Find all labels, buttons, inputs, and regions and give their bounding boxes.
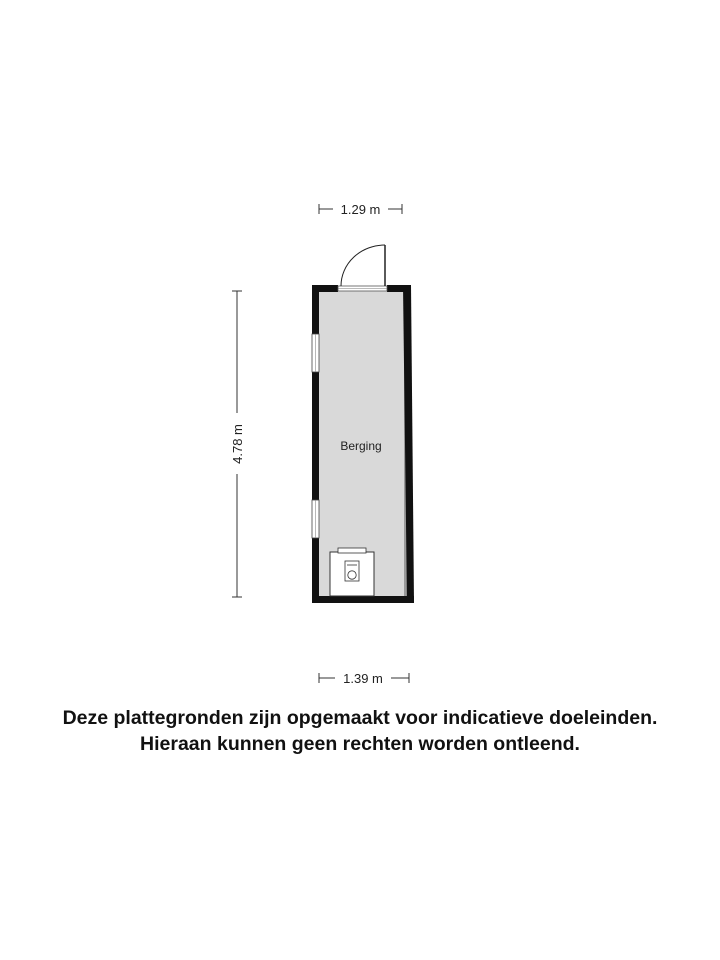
door — [338, 245, 387, 291]
left-dimension-label: 4.78 m — [230, 424, 245, 464]
room-label: Berging — [340, 439, 382, 453]
window-lower — [312, 500, 319, 538]
bottom-dimension — [319, 671, 409, 686]
disclaimer-line-1: Deze plattegronden zijn opgemaakt voor indicatieve doeleinden. — [62, 707, 658, 729]
washing-machine-icon — [330, 548, 374, 596]
left-dimension — [230, 291, 245, 597]
top-dimension-label: 1.29 m — [340, 202, 381, 217]
top-dimension — [319, 202, 402, 217]
window-upper — [312, 334, 319, 372]
disclaimer-line-2: Hieraan kunnen geen rechten worden ontleend. — [140, 733, 580, 755]
bottom-dimension-label: 1.39 m — [343, 671, 383, 686]
